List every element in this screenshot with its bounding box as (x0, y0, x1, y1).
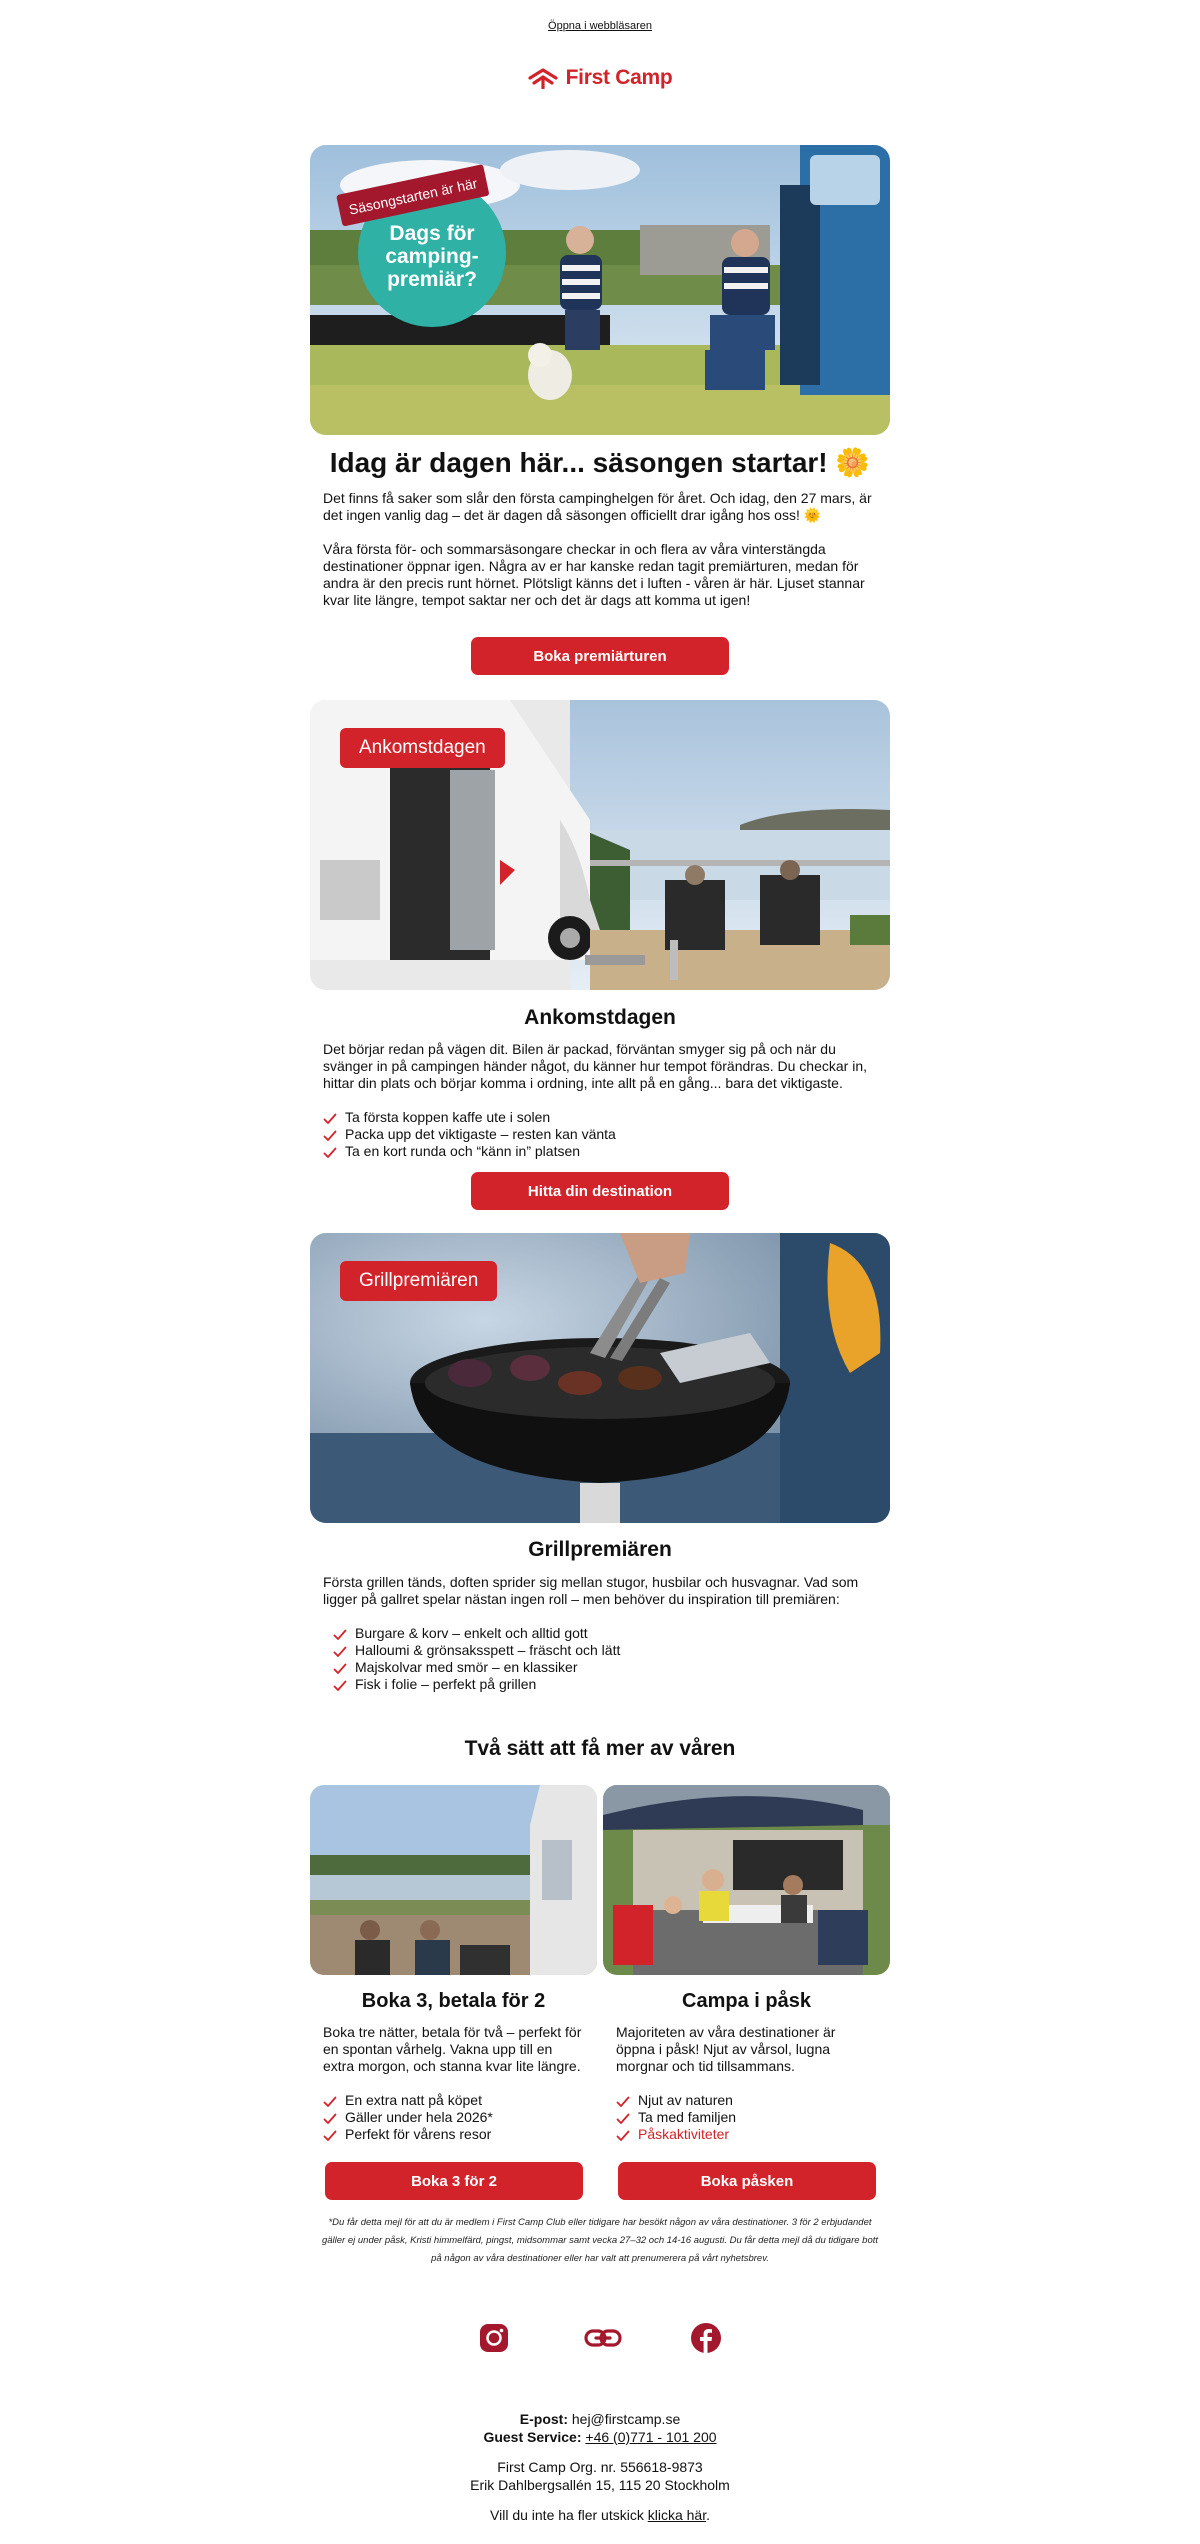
grill-paragraph: Första grillen tänds, doften sprider sig mellan stugor, husbilar och husvagnar. Vad som ligger på gallret spelar nästan ingen roll – men behöver du inspiration till premiären: (323, 1574, 859, 1607)
offer-3for2-image[interactable] (310, 1785, 597, 1975)
link-icon[interactable] (584, 2322, 616, 2354)
check-item (323, 1126, 877, 1143)
check-icon (323, 1146, 337, 1158)
footer-email-label: E-post: (519, 2411, 568, 2427)
footer-email (0, 2410, 1200, 2428)
check-item (323, 2126, 584, 2143)
hero-paragraph-2: Våra första för- och sommarsäsongare checkar in och flera av våra vinterstängda destinationer öppnar igen. Några av er har kanske redan tagit premiärturen, medan för andra är den precis runt hörnet. Plötsligt känns det i luften - våren är här. Ljuset stannar kvar lite längre, tempot saktar ner och det är dags att komma ut igen! (323, 541, 865, 608)
offer-easter-checklist (616, 2092, 877, 2143)
grill-image[interactable] (310, 1233, 890, 1523)
arrival-paragraph: Det börjar redan på vägen dit. Bilen är packad, förväntan smyger sig på och när du svänger in på campingen händer något, du känner hur tempot förändras. Du checkar in, hittar din plats och börjar komma i ordning, inte allt på en gång... bara det viktigaste. (323, 1041, 867, 1091)
find-destination-button[interactable]: Hitta din destination (471, 1172, 729, 1210)
check-item-text: Packa upp det viktigaste – resten kan vänta (345, 1126, 616, 1142)
check-item (333, 1625, 877, 1642)
grill-badge: Grillpremiären (340, 1261, 497, 1301)
check-icon (616, 2095, 630, 2107)
check-icon (333, 1662, 347, 1674)
instagram-icon[interactable] (478, 2322, 510, 2354)
offer-3for2-title: Boka 3, betala för 2 (361, 1990, 546, 2012)
check-item (323, 1109, 877, 1126)
unsubscribe-link[interactable]: klicka här (647, 2507, 707, 2523)
offer-easter-title: Campa i påsk (682, 1990, 811, 2012)
check-item (323, 2109, 584, 2126)
offer-easter-image[interactable] (603, 1785, 890, 1975)
offer-3for2-paragraph: Boka tre nätter, betala för två – perfekt för en spontan vårhelg. Vakna upp till en extra morgon, och stanna kvar lite längre. (323, 2024, 582, 2074)
hero-paragraph-1: Det finns få saker som slår den första campinghelgen för året. Och idag, den 27 mars, är det ingen vanlig dag – det är dagen då säsongen officiellt drar igång hos oss! 🌞 (323, 490, 872, 523)
check-icon (333, 1679, 347, 1691)
arrival-title: Ankomstdagen (524, 1006, 676, 1029)
hero-circle-line2: camping- (385, 245, 479, 268)
easter-activities-link[interactable]: Påskaktiviteter (638, 2126, 730, 2142)
check-item-text: Majskolvar med smör – en klassiker (355, 1659, 578, 1675)
check-item-text: Halloumi & grönsaksspett – fräscht och lätt (355, 1642, 621, 1658)
first-camp-logo[interactable] (0, 66, 1200, 90)
check-item (333, 1659, 877, 1676)
check-icon (616, 2112, 630, 2124)
check-item-text: Gäller under hela 2026* (345, 2109, 493, 2125)
check-item-text: En extra natt på köpet (345, 2092, 482, 2108)
check-item-text: Fisk i folie – perfekt på grillen (355, 1676, 537, 1692)
two-ways-title: Två sätt att få mer av våren (464, 1737, 736, 1760)
book-3for2-button[interactable]: Boka 3 för 2 (325, 2162, 583, 2200)
arrival-image[interactable] (310, 700, 890, 990)
arrival-checklist (323, 1109, 877, 1160)
footer-unsub-text: Vill du inte ha fler utskick (490, 2507, 644, 2523)
book-easter-button[interactable]: Boka påsken (618, 2162, 876, 2200)
hero-circle-line3: premiär? (387, 268, 477, 291)
grill-title: Grillpremiären (528, 1538, 672, 1561)
book-premiere-button[interactable]: Boka premiärturen (471, 637, 729, 675)
check-item (616, 2109, 877, 2126)
check-icon (323, 1112, 337, 1124)
hero-image[interactable] (310, 145, 890, 435)
offer-easter-paragraph: Majoriteten av våra destinationer är öppna i påsk! Njut av vårsol, lugna morgnar och tid tillsammans. (616, 2024, 836, 2074)
footer-phone-link[interactable]: +46 (0)771 - 101 200 (585, 2429, 717, 2445)
check-icon (333, 1645, 347, 1657)
logo-tent-icon (528, 67, 558, 89)
check-icon (616, 2129, 630, 2141)
open-in-browser-link[interactable]: Öppna i webbläsaren (548, 20, 652, 32)
footer-unsubscribe (0, 2506, 1200, 2524)
small-print: *Du får detta mejl för att du är medlem i First Camp Club eller tidigare har besökt någon av våra destinationer. 3 för 2 erbjudandet gäller ej under påsk, Kristi himmelfärd, pingst, midsommar samt vecka 27–32 och 14-16 augusti. Du får detta mejl då du tidigare bott på någon av våra destinationer eller har valt att prenumerera på vårt nyhetsbrev. (321, 2217, 879, 2264)
check-item-text: Njut av naturen (638, 2092, 733, 2108)
footer-address: Erik Dahlbergsallén 15, 115 20 Stockholm (470, 2477, 730, 2493)
social-links (0, 2322, 1200, 2354)
check-icon (333, 1628, 347, 1640)
check-item-text: Burgare & korv – enkelt och alltid gott (355, 1625, 588, 1641)
check-item-text: Ta med familjen (638, 2109, 737, 2125)
check-item (333, 1642, 877, 1659)
footer-service (0, 2428, 1200, 2446)
footer-email-value[interactable]: hej@firstcamp.se (571, 2411, 681, 2427)
footer-service-label: Guest Service: (483, 2429, 582, 2445)
check-icon (323, 2112, 337, 2124)
check-item (616, 2092, 877, 2109)
footer-org: First Camp Org. nr. 556618-9873 (497, 2459, 703, 2475)
hero-circle-line1: Dags för (389, 222, 475, 245)
check-icon (323, 2095, 337, 2107)
check-icon (323, 1129, 337, 1141)
check-item (333, 1676, 877, 1693)
footer-unsub-end: . (706, 2507, 710, 2523)
grill-checklist (323, 1625, 877, 1693)
check-item (323, 1143, 877, 1160)
check-icon (323, 2129, 337, 2141)
check-item-text: Perfekt för vårens resor (345, 2126, 492, 2142)
logo-text: First Camp (565, 66, 673, 89)
check-item (616, 2126, 877, 2143)
hero-ribbon: Säsongstarten är här (347, 174, 479, 218)
hero-title: Idag är dagen här... säsongen startar! 🌼 (329, 447, 871, 478)
arrival-badge: Ankomstdagen (340, 728, 505, 768)
check-item-text: Ta en kort runda och “känn in” platsen (345, 1143, 581, 1159)
offer-3for2-checklist (323, 2092, 584, 2143)
facebook-icon[interactable] (690, 2322, 722, 2354)
check-item-text: Ta första koppen kaffe ute i solen (345, 1109, 551, 1125)
check-item (323, 2092, 584, 2109)
